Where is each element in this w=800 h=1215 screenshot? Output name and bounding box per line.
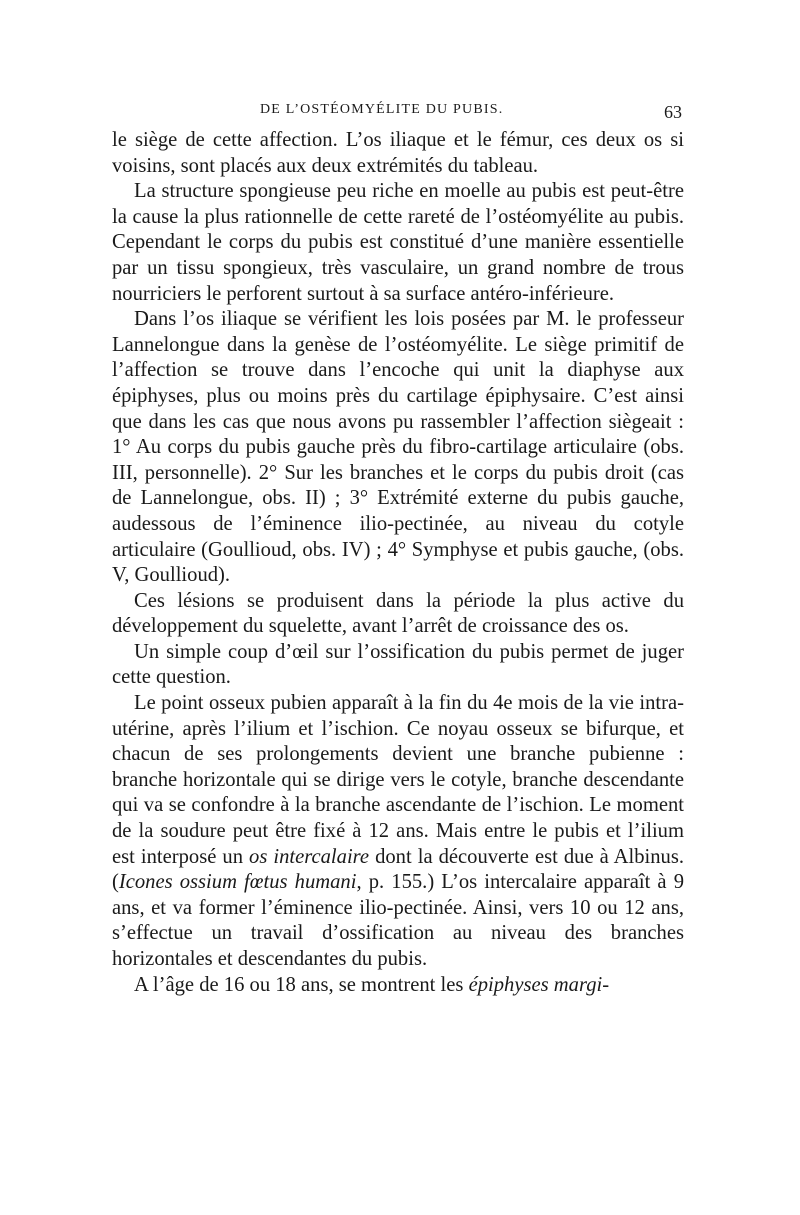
body-text bbox=[112, 128, 684, 998]
paragraph-3: Dans l’os iliaque se vérifient les lois posées par M. le professeur Lannelongue dans la genèse de l’ostéomyélite. Le siège primitif de l’affection se trouve dans l’encoche qui unit la diaphyse aux épiphyses, plus ou moins près du cartilage épiphysaire. C’est ainsi que dans les cas que nous avons pu rassembler l’affection siègeait : 1° Au corps du pubis gauche près du fibro-cartilage articulaire (obs. III, personnelle). 2° Sur les branches et le corps du pubis droit (cas de Lannelongue, obs. II) ; 3° Extrémité externe du pubis gauche, audessous de l’éminence ilio-pectinée, au niveau du cotyle articulaire (Goullioud, obs. IV) ; 4° Symphyse et pubis gauche, (obs. V, Goullioud). bbox=[112, 308, 684, 587]
paragraph-6-part-a: Le point osseux pubien apparaît à la fin du 4e mois de la vie intra-utérine, après l’ilium et l’ischion. Ce noyau osseux se bifurque, et chacun de ses prolongements devient une branche pubienne : branche horizontale qui se dirige vers le cotyle, branche descendante qui va se confondre à la branche ascendante de l’ischion. Le moment de la soudure peut être fixé à 12 ans. Mais entre le pubis et l’ilium est interposé un bbox=[112, 692, 684, 868]
paragraph-7-part-a: A l’âge de 16 ou 18 ans, se montrent les bbox=[134, 973, 469, 996]
paragraph-7-italic-a: épiphyses margi- bbox=[468, 973, 610, 996]
paragraph-6-part-c: , p. 155.) L’os intercalaire apparaît à 9 ans, et va former l’éminence ilio-pectinée. Ainsi, vers 10 ou 12 ans, s’effectue un travail d’ossification au niveau des branches horizontales et descendantes du pubis. bbox=[112, 871, 684, 970]
paragraph-1: le siège de cette affection. L’os iliaque et le fémur, ces deux os si voisins, sont placés aux deux extrémités du tableau. bbox=[112, 129, 684, 177]
paragraph-6-italic-a: os intercalaire bbox=[249, 845, 370, 868]
running-title: DE L’OSTÉOMYÉLITE DU PUBIS. bbox=[260, 102, 504, 117]
paragraph-4: Ces lésions se produisent dans la période la plus active du développement du squelette, avant l’arrêt de croissance des os. bbox=[112, 589, 684, 638]
paragraph-7 bbox=[112, 973, 684, 999]
paragraph-5: Un simple coup d’œil sur l’ossification du pubis permet de juger cette question. bbox=[112, 640, 684, 689]
paragraph-2: La structure spongieuse peu riche en moelle au pubis est peut-être la cause la plus rationnelle de cette rareté de l’ostéomyélite au pubis. Cependant le corps du pubis est constitué d’une manière essentielle par un tissu spongieux, très vasculaire, un grand nombre de trous nourriciers le perforent surtout à sa surface antéro-inférieure. bbox=[112, 180, 684, 305]
paragraph-6-italic-b: Icones ossium fœtus humani bbox=[118, 871, 357, 894]
paragraph-6-part-b: dont la découverte est due à Albinus. ( bbox=[112, 845, 684, 894]
paragraph-6 bbox=[112, 691, 684, 973]
page-number: 63 bbox=[664, 102, 682, 122]
